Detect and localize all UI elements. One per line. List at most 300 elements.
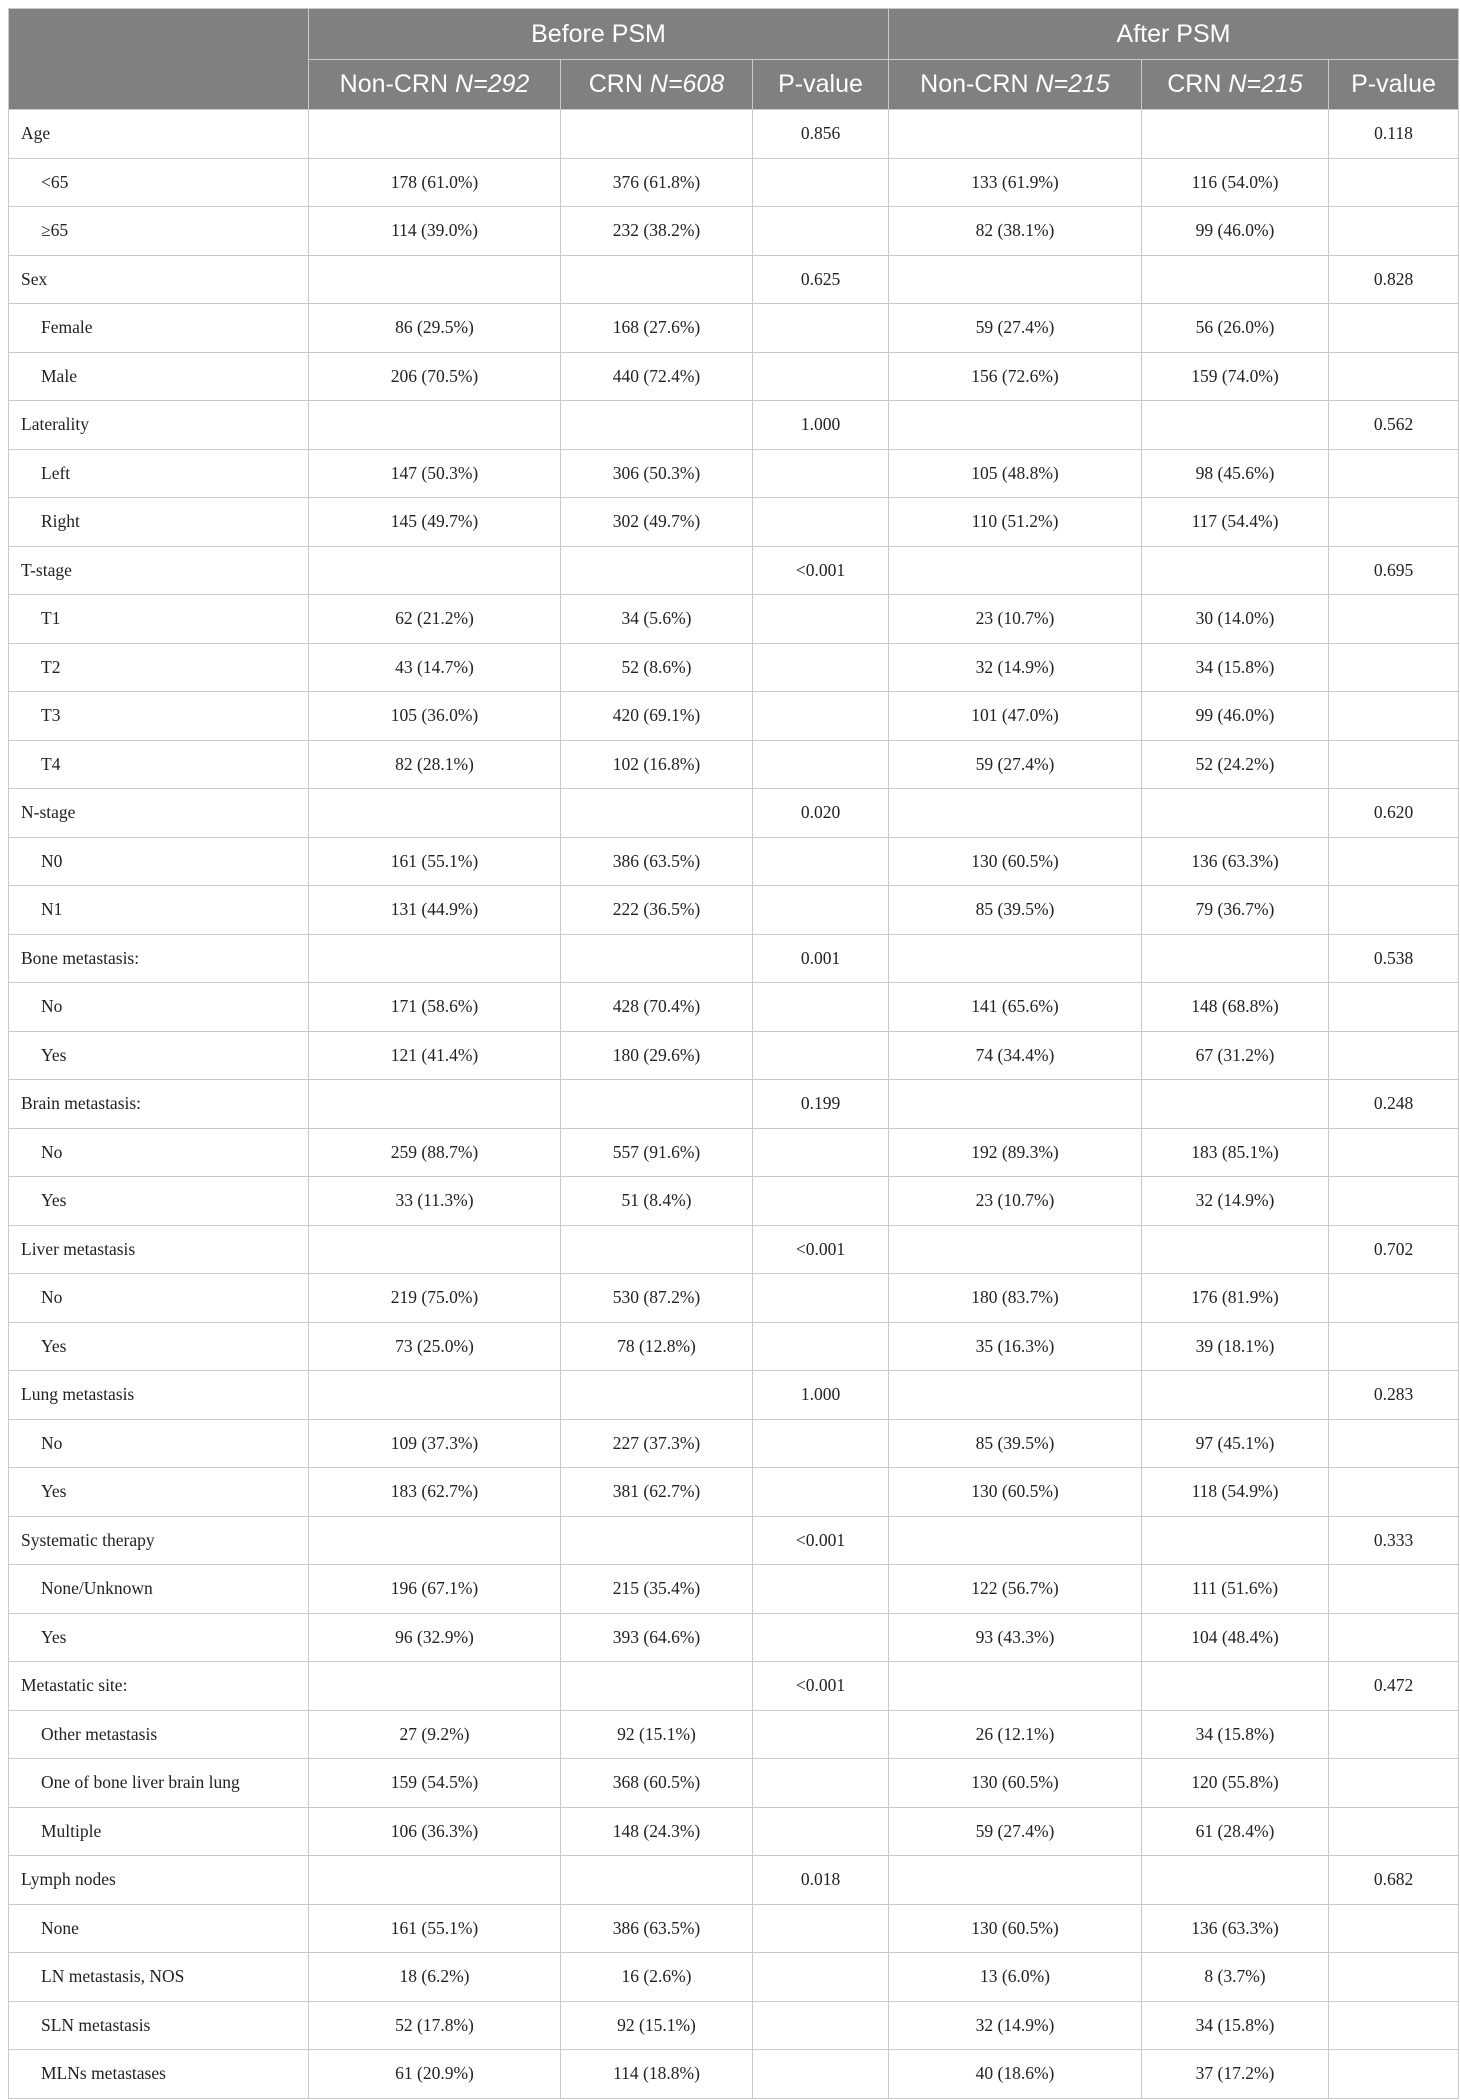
crn-after-cell: 148 (68.8%) <box>1142 983 1329 1032</box>
p-value-before-cell: <0.001 <box>753 1225 889 1274</box>
p-value-after-cell: 0.472 <box>1329 1662 1459 1711</box>
crn-after-cell: 99 (46.0%) <box>1142 692 1329 741</box>
crn-after-cell: 183 (85.1%) <box>1142 1128 1329 1177</box>
non-crn-before-cell: 159 (54.5%) <box>309 1759 561 1808</box>
row-label: Laterality <box>9 401 309 450</box>
non-crn-before-cell: 96 (32.9%) <box>309 1613 561 1662</box>
crn-after-cell <box>1142 1371 1329 1420</box>
non-crn-before-cell: 161 (55.1%) <box>309 1904 561 1953</box>
header-col-n: N=608 <box>649 70 725 98</box>
row-label: Liver metastasis <box>9 1225 309 1274</box>
p-value-before-cell <box>753 1904 889 1953</box>
crn-before-cell <box>561 401 753 450</box>
non-crn-after-cell: 130 (60.5%) <box>889 837 1142 886</box>
table-group-row <box>9 1856 1459 1905</box>
table-row <box>9 498 1459 547</box>
table-row <box>9 207 1459 256</box>
non-crn-after-cell: 13 (6.0%) <box>889 1953 1142 2002</box>
non-crn-after-cell: 59 (27.4%) <box>889 304 1142 353</box>
table-group-row <box>9 255 1459 304</box>
p-value-before-cell <box>753 207 889 256</box>
crn-after-cell: 79 (36.7%) <box>1142 886 1329 935</box>
non-crn-after-cell: 85 (39.5%) <box>889 1419 1142 1468</box>
non-crn-after-cell: 141 (65.6%) <box>889 983 1142 1032</box>
crn-after-cell: 39 (18.1%) <box>1142 1322 1329 1371</box>
crn-after-cell: 120 (55.8%) <box>1142 1759 1329 1808</box>
p-value-after-cell <box>1329 1419 1459 1468</box>
crn-after-cell <box>1142 546 1329 595</box>
p-value-after-cell <box>1329 595 1459 644</box>
crn-after-cell: 61 (28.4%) <box>1142 1807 1329 1856</box>
header-col-n: N=215 <box>1035 70 1110 98</box>
p-value-after-cell <box>1329 1274 1459 1323</box>
p-value-before-cell <box>753 1468 889 1517</box>
p-value-before-cell <box>753 1031 889 1080</box>
p-value-before-cell <box>753 2001 889 2050</box>
p-value-after-cell <box>1329 498 1459 547</box>
crn-before-cell <box>561 255 753 304</box>
header-group-row <box>9 9 1459 60</box>
crn-after-cell: 136 (63.3%) <box>1142 1904 1329 1953</box>
row-label: No <box>9 983 309 1032</box>
non-crn-before-cell: 183 (62.7%) <box>309 1468 561 1517</box>
crn-before-cell: 381 (62.7%) <box>561 1468 753 1517</box>
crn-after-cell: 159 (74.0%) <box>1142 352 1329 401</box>
row-label: N-stage <box>9 789 309 838</box>
p-value-after-cell: 0.620 <box>1329 789 1459 838</box>
header-col-label: P-value <box>778 70 863 98</box>
non-crn-after-cell <box>889 1516 1142 1565</box>
row-label: No <box>9 1274 309 1323</box>
crn-after-cell: 34 (15.8%) <box>1142 2001 1329 2050</box>
table-row <box>9 304 1459 353</box>
crn-after-cell: 30 (14.0%) <box>1142 595 1329 644</box>
p-value-before-cell <box>753 1177 889 1226</box>
non-crn-before-cell: 106 (36.3%) <box>309 1807 561 1856</box>
table-group-row <box>9 1371 1459 1420</box>
non-crn-after-cell <box>889 1662 1142 1711</box>
crn-after-cell: 136 (63.3%) <box>1142 837 1329 886</box>
non-crn-before-cell <box>309 1516 561 1565</box>
p-value-after-cell <box>1329 1807 1459 1856</box>
row-label: None <box>9 1904 309 1953</box>
non-crn-after-cell: 23 (10.7%) <box>889 595 1142 644</box>
non-crn-after-cell: 32 (14.9%) <box>889 643 1142 692</box>
table-row <box>9 352 1459 401</box>
p-value-after-cell <box>1329 886 1459 935</box>
non-crn-after-cell: 26 (12.1%) <box>889 1710 1142 1759</box>
non-crn-before-cell: 52 (17.8%) <box>309 2001 561 2050</box>
non-crn-before-cell <box>309 546 561 595</box>
crn-after-cell: 34 (15.8%) <box>1142 643 1329 692</box>
p-value-after-cell <box>1329 1177 1459 1226</box>
p-value-before-cell <box>753 1759 889 1808</box>
non-crn-before-cell <box>309 110 561 159</box>
non-crn-before-cell: 73 (25.0%) <box>309 1322 561 1371</box>
non-crn-after-cell: 105 (48.8%) <box>889 449 1142 498</box>
non-crn-after-cell: 192 (89.3%) <box>889 1128 1142 1177</box>
crn-before-cell <box>561 789 753 838</box>
p-value-before-cell <box>753 449 889 498</box>
crn-after-cell <box>1142 255 1329 304</box>
non-crn-after-cell: 82 (38.1%) <box>889 207 1142 256</box>
header-col-label: Non-CRN <box>339 70 455 98</box>
p-value-before-cell <box>753 1128 889 1177</box>
non-crn-after-cell <box>889 789 1142 838</box>
row-label: Multiple <box>9 1807 309 1856</box>
p-value-before-cell: 0.018 <box>753 1856 889 1905</box>
p-value-after-cell <box>1329 304 1459 353</box>
row-label: Systematic therapy <box>9 1516 309 1565</box>
non-crn-after-cell <box>889 546 1142 595</box>
crn-after-cell <box>1142 1516 1329 1565</box>
p-value-before-cell <box>753 983 889 1032</box>
p-value-before-cell <box>753 595 889 644</box>
non-crn-before-cell: 259 (88.7%) <box>309 1128 561 1177</box>
p-value-before-cell <box>753 2050 889 2099</box>
p-value-after-cell <box>1329 1613 1459 1662</box>
table-row <box>9 1128 1459 1177</box>
table-row <box>9 983 1459 1032</box>
p-value-before-cell <box>753 158 889 207</box>
header-col-label: Non-CRN <box>920 70 1036 98</box>
crn-before-cell: 78 (12.8%) <box>561 1322 753 1371</box>
non-crn-before-cell: 131 (44.9%) <box>309 886 561 935</box>
row-label: Metastatic site: <box>9 1662 309 1711</box>
crn-before-cell: 168 (27.6%) <box>561 304 753 353</box>
row-label: None/Unknown <box>9 1565 309 1614</box>
p-value-before-cell: 1.000 <box>753 1371 889 1420</box>
table-row <box>9 1759 1459 1808</box>
p-value-after-cell <box>1329 352 1459 401</box>
crn-before-cell: 34 (5.6%) <box>561 595 753 644</box>
p-value-before-cell <box>753 1565 889 1614</box>
p-value-before-cell <box>753 352 889 401</box>
crn-before-cell <box>561 1225 753 1274</box>
table-group-row <box>9 1080 1459 1129</box>
header-col-n: N=292 <box>454 70 530 98</box>
crn-after-cell: 56 (26.0%) <box>1142 304 1329 353</box>
crn-before-cell <box>561 934 753 983</box>
crn-after-cell: 34 (15.8%) <box>1142 1710 1329 1759</box>
non-crn-after-cell <box>889 934 1142 983</box>
p-value-after-cell <box>1329 983 1459 1032</box>
p-value-after-cell <box>1329 837 1459 886</box>
crn-after-cell: 116 (54.0%) <box>1142 158 1329 207</box>
table-row <box>9 1322 1459 1371</box>
table-row <box>9 1807 1459 1856</box>
crn-before-cell: 114 (18.8%) <box>561 2050 753 2099</box>
crn-before-cell: 16 (2.6%) <box>561 1953 753 2002</box>
crn-before-cell: 180 (29.6%) <box>561 1031 753 1080</box>
p-value-after-cell: 0.333 <box>1329 1516 1459 1565</box>
p-value-after-cell <box>1329 449 1459 498</box>
non-crn-before-cell: 62 (21.2%) <box>309 595 561 644</box>
table-row <box>9 1710 1459 1759</box>
crn-before-cell <box>561 1662 753 1711</box>
p-value-before-cell <box>753 837 889 886</box>
crn-before-cell: 428 (70.4%) <box>561 983 753 1032</box>
p-value-before-cell: 0.199 <box>753 1080 889 1129</box>
crn-before-cell: 530 (87.2%) <box>561 1274 753 1323</box>
non-crn-after-cell: 59 (27.4%) <box>889 740 1142 789</box>
row-label: Left <box>9 449 309 498</box>
row-label: Female <box>9 304 309 353</box>
p-value-before-cell <box>753 304 889 353</box>
table-group-row <box>9 401 1459 450</box>
crn-after-cell <box>1142 110 1329 159</box>
table-row <box>9 2001 1459 2050</box>
row-label: Lung metastasis <box>9 1371 309 1420</box>
non-crn-after-cell: 180 (83.7%) <box>889 1274 1142 1323</box>
crn-before-cell: 386 (63.5%) <box>561 837 753 886</box>
table-group-row <box>9 934 1459 983</box>
p-value-before-cell <box>753 498 889 547</box>
crn-after-cell <box>1142 1662 1329 1711</box>
row-label: No <box>9 1128 309 1177</box>
crn-before-cell: 386 (63.5%) <box>561 1904 753 1953</box>
non-crn-before-cell: 33 (11.3%) <box>309 1177 561 1226</box>
p-value-after-cell: 0.702 <box>1329 1225 1459 1274</box>
non-crn-before-cell: 121 (41.4%) <box>309 1031 561 1080</box>
p-value-before-cell <box>753 692 889 741</box>
non-crn-before-cell: 18 (6.2%) <box>309 1953 561 2002</box>
header-col-n: N=215 <box>1228 70 1303 98</box>
row-label: MLNs metastases <box>9 2050 309 2099</box>
p-value-before-cell <box>753 1953 889 2002</box>
p-value-after-cell <box>1329 1468 1459 1517</box>
crn-after-cell: 67 (31.2%) <box>1142 1031 1329 1080</box>
table-row <box>9 158 1459 207</box>
non-crn-after-cell: 122 (56.7%) <box>889 1565 1142 1614</box>
non-crn-after-cell: 110 (51.2%) <box>889 498 1142 547</box>
non-crn-after-cell: 32 (14.9%) <box>889 2001 1142 2050</box>
header-col-label: CRN <box>588 70 650 98</box>
header-col-p-after <box>1329 60 1459 110</box>
table-group-row <box>9 110 1459 159</box>
p-value-after-cell: 0.538 <box>1329 934 1459 983</box>
non-crn-before-cell: 61 (20.9%) <box>309 2050 561 2099</box>
p-value-before-cell <box>753 1419 889 1468</box>
p-value-after-cell <box>1329 2001 1459 2050</box>
crn-before-cell: 420 (69.1%) <box>561 692 753 741</box>
row-label: Yes <box>9 1031 309 1080</box>
row-label: ≥65 <box>9 207 309 256</box>
table-row <box>9 837 1459 886</box>
non-crn-after-cell: 130 (60.5%) <box>889 1759 1142 1808</box>
non-crn-after-cell: 40 (18.6%) <box>889 2050 1142 2099</box>
p-value-after-cell <box>1329 207 1459 256</box>
header-col-crn-after <box>1142 60 1329 110</box>
non-crn-after-cell: 85 (39.5%) <box>889 886 1142 935</box>
table-group-row <box>9 1225 1459 1274</box>
p-value-after-cell <box>1329 692 1459 741</box>
non-crn-before-cell <box>309 1662 561 1711</box>
header-col-label: P-value <box>1351 70 1436 98</box>
p-value-after-cell: 0.562 <box>1329 401 1459 450</box>
non-crn-before-cell <box>309 789 561 838</box>
crn-before-cell <box>561 110 753 159</box>
crn-before-cell <box>561 1516 753 1565</box>
non-crn-before-cell: 147 (50.3%) <box>309 449 561 498</box>
non-crn-before-cell <box>309 401 561 450</box>
row-label: Age <box>9 110 309 159</box>
crn-after-cell <box>1142 401 1329 450</box>
crn-after-cell: 111 (51.6%) <box>1142 1565 1329 1614</box>
p-value-after-cell <box>1329 1322 1459 1371</box>
non-crn-before-cell: 114 (39.0%) <box>309 207 561 256</box>
header-col-label: CRN <box>1167 70 1229 98</box>
non-crn-before-cell <box>309 934 561 983</box>
row-label: <65 <box>9 158 309 207</box>
p-value-after-cell: 0.283 <box>1329 1371 1459 1420</box>
crn-after-cell: 97 (45.1%) <box>1142 1419 1329 1468</box>
row-label: T4 <box>9 740 309 789</box>
non-crn-after-cell: 23 (10.7%) <box>889 1177 1142 1226</box>
p-value-before-cell <box>753 740 889 789</box>
crn-after-cell <box>1142 789 1329 838</box>
p-value-after-cell <box>1329 1759 1459 1808</box>
p-value-before-cell <box>753 1322 889 1371</box>
p-value-before-cell <box>753 643 889 692</box>
p-value-after-cell <box>1329 740 1459 789</box>
row-label: Lymph nodes <box>9 1856 309 1905</box>
non-crn-before-cell: 171 (58.6%) <box>309 983 561 1032</box>
p-value-after-cell <box>1329 2050 1459 2099</box>
row-label: Yes <box>9 1322 309 1371</box>
row-label: T-stage <box>9 546 309 595</box>
non-crn-before-cell: 219 (75.0%) <box>309 1274 561 1323</box>
non-crn-after-cell <box>889 1225 1142 1274</box>
table-row <box>9 1177 1459 1226</box>
non-crn-before-cell <box>309 1371 561 1420</box>
p-value-before-cell <box>753 886 889 935</box>
p-value-before-cell <box>753 1274 889 1323</box>
table-row <box>9 643 1459 692</box>
row-label: Yes <box>9 1177 309 1226</box>
non-crn-after-cell <box>889 401 1142 450</box>
crn-after-cell: 99 (46.0%) <box>1142 207 1329 256</box>
psm-table-container <box>8 8 1458 2099</box>
crn-after-cell: 117 (54.4%) <box>1142 498 1329 547</box>
header-col-p-before <box>753 60 889 110</box>
non-crn-before-cell: 206 (70.5%) <box>309 352 561 401</box>
header-blank-cell <box>9 9 309 110</box>
non-crn-after-cell <box>889 1856 1142 1905</box>
crn-before-cell <box>561 1080 753 1129</box>
non-crn-before-cell: 178 (61.0%) <box>309 158 561 207</box>
table-group-row <box>9 546 1459 595</box>
row-label: T3 <box>9 692 309 741</box>
crn-after-cell <box>1142 1225 1329 1274</box>
crn-before-cell: 302 (49.7%) <box>561 498 753 547</box>
row-label: Sex <box>9 255 309 304</box>
row-label: Other metastasis <box>9 1710 309 1759</box>
table-group-row <box>9 1516 1459 1565</box>
non-crn-before-cell <box>309 1080 561 1129</box>
crn-before-cell: 232 (38.2%) <box>561 207 753 256</box>
p-value-after-cell <box>1329 1128 1459 1177</box>
table-row <box>9 886 1459 935</box>
table-row <box>9 1565 1459 1614</box>
non-crn-before-cell: 109 (37.3%) <box>309 1419 561 1468</box>
table-row <box>9 692 1459 741</box>
crn-after-cell: 118 (54.9%) <box>1142 1468 1329 1517</box>
non-crn-after-cell <box>889 1080 1142 1129</box>
non-crn-before-cell <box>309 1856 561 1905</box>
crn-before-cell: 227 (37.3%) <box>561 1419 753 1468</box>
p-value-before-cell: 0.001 <box>753 934 889 983</box>
crn-after-cell: 32 (14.9%) <box>1142 1177 1329 1226</box>
p-value-after-cell <box>1329 643 1459 692</box>
p-value-after-cell: 0.118 <box>1329 110 1459 159</box>
non-crn-before-cell: 105 (36.0%) <box>309 692 561 741</box>
row-label: No <box>9 1419 309 1468</box>
p-value-before-cell: <0.001 <box>753 546 889 595</box>
crn-before-cell: 376 (61.8%) <box>561 158 753 207</box>
p-value-before-cell: 1.000 <box>753 401 889 450</box>
crn-before-cell <box>561 1371 753 1420</box>
crn-before-cell: 368 (60.5%) <box>561 1759 753 1808</box>
crn-before-cell: 102 (16.8%) <box>561 740 753 789</box>
non-crn-before-cell <box>309 1225 561 1274</box>
header-col-non-crn-before <box>309 60 561 110</box>
p-value-after-cell <box>1329 1710 1459 1759</box>
table-row <box>9 595 1459 644</box>
table-row <box>9 1274 1459 1323</box>
crn-after-cell <box>1142 934 1329 983</box>
non-crn-after-cell: 133 (61.9%) <box>889 158 1142 207</box>
table-body <box>9 110 1459 2099</box>
crn-before-cell <box>561 1856 753 1905</box>
non-crn-after-cell: 130 (60.5%) <box>889 1468 1142 1517</box>
table-row <box>9 1031 1459 1080</box>
table-row <box>9 1613 1459 1662</box>
non-crn-before-cell: 27 (9.2%) <box>309 1710 561 1759</box>
crn-before-cell: 51 (8.4%) <box>561 1177 753 1226</box>
crn-after-cell: 52 (24.2%) <box>1142 740 1329 789</box>
non-crn-before-cell: 43 (14.7%) <box>309 643 561 692</box>
table-header <box>9 9 1459 110</box>
table-row <box>9 1419 1459 1468</box>
row-label: N1 <box>9 886 309 935</box>
row-label: SLN metastasis <box>9 2001 309 2050</box>
p-value-before-cell <box>753 1710 889 1759</box>
crn-before-cell: 92 (15.1%) <box>561 1710 753 1759</box>
table-group-row <box>9 1662 1459 1711</box>
p-value-before-cell <box>753 1807 889 1856</box>
crn-before-cell: 148 (24.3%) <box>561 1807 753 1856</box>
crn-after-cell: 104 (48.4%) <box>1142 1613 1329 1662</box>
non-crn-after-cell: 59 (27.4%) <box>889 1807 1142 1856</box>
p-value-after-cell: 0.248 <box>1329 1080 1459 1129</box>
non-crn-after-cell: 93 (43.3%) <box>889 1613 1142 1662</box>
row-label: N0 <box>9 837 309 886</box>
non-crn-after-cell: 101 (47.0%) <box>889 692 1142 741</box>
non-crn-after-cell: 156 (72.6%) <box>889 352 1142 401</box>
non-crn-after-cell <box>889 255 1142 304</box>
crn-after-cell: 8 (3.7%) <box>1142 1953 1329 2002</box>
p-value-before-cell: <0.001 <box>753 1516 889 1565</box>
p-value-after-cell <box>1329 1565 1459 1614</box>
table-group-row <box>9 789 1459 838</box>
row-label: Right <box>9 498 309 547</box>
table-row <box>9 2050 1459 2099</box>
crn-before-cell: 306 (50.3%) <box>561 449 753 498</box>
crn-before-cell: 215 (35.4%) <box>561 1565 753 1614</box>
table-row <box>9 1904 1459 1953</box>
baseline-characteristics-table <box>8 8 1459 2099</box>
